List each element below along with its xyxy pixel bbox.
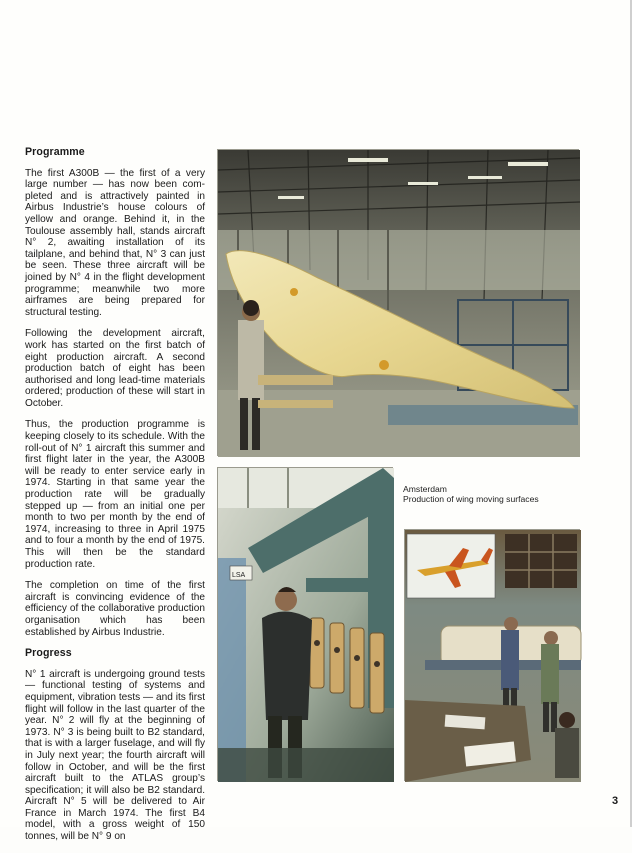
paragraph: The first A300B — the first of a very large number — has now been completed and is attractively painted in Airbus Industrie’s house colours of yellow and orange. Behind it, in the Toulouse assembly hall, stands aircraft N° 2, awaiting installation of its tailplane, and behind that, N° 3 can just be seen. These three aircraft will be joined by N° 4 in the flight development programme; meanwhile two more airframes are being prepared for structural testing. bbox=[25, 167, 205, 318]
page-number: 3 bbox=[612, 795, 619, 807]
paragraph: Thus, the production programme is keeping closely to its schedule. With the roll-out of N° 1 aircraft this summer and first flight later in the year, the A300B will be ready to enter service early in 1974. Starting in that same year the production rate will be gradually stepped up — from an initial one per month to two per month by the end of 1974, increasing to three in April 1975 and to four a month by the end of 1975. This will then be the standard production rate. bbox=[25, 419, 205, 570]
photo-amsterdam-production bbox=[404, 529, 580, 781]
heading-progress: Progress bbox=[25, 647, 72, 660]
paragraph: The completion on time of the first aircraft is convincing evidence of the efficiency of the collaborative production organisation which has been established by Airbus Industrie. bbox=[25, 580, 205, 638]
heading-programme: Programme bbox=[25, 146, 85, 158]
text-column bbox=[25, 147, 205, 853]
machine-sign: LSA bbox=[232, 572, 246, 579]
photo-worker-machinery bbox=[217, 467, 393, 781]
caption-text: Production of wing moving surfaces bbox=[403, 494, 539, 505]
paragraph: N° 1 aircraft is undergoing ground tests — functional testing of systems and equipment, vibration tests — and its first flight will follow in the last quarter of the year. N° 2 will fly at the beginning of 1973. N° 3 is being built to B2 standard, that is with a larger fuselage, and will fly in July next year; the fourth aircraft will follow in October, and will be the first aircraft built to the ATLAS group’s specification; it will also be B2 standard. Aircraft N° 5 will be delivered to Air France in March 1974. The first B4 model, with a gross weight of 150 tonnes, will be N° 9 on bbox=[25, 668, 205, 843]
paragraph: Following the development aircraft, work has started on the first batch of eight production aircraft. A second production batch of eight has been authorised and long lead-time materials ordered; production of these will start in October. bbox=[25, 328, 205, 409]
caption-city: Amsterdam bbox=[403, 484, 447, 494]
photo-assembly-hall-wing bbox=[217, 149, 579, 456]
photo-caption bbox=[403, 484, 583, 505]
